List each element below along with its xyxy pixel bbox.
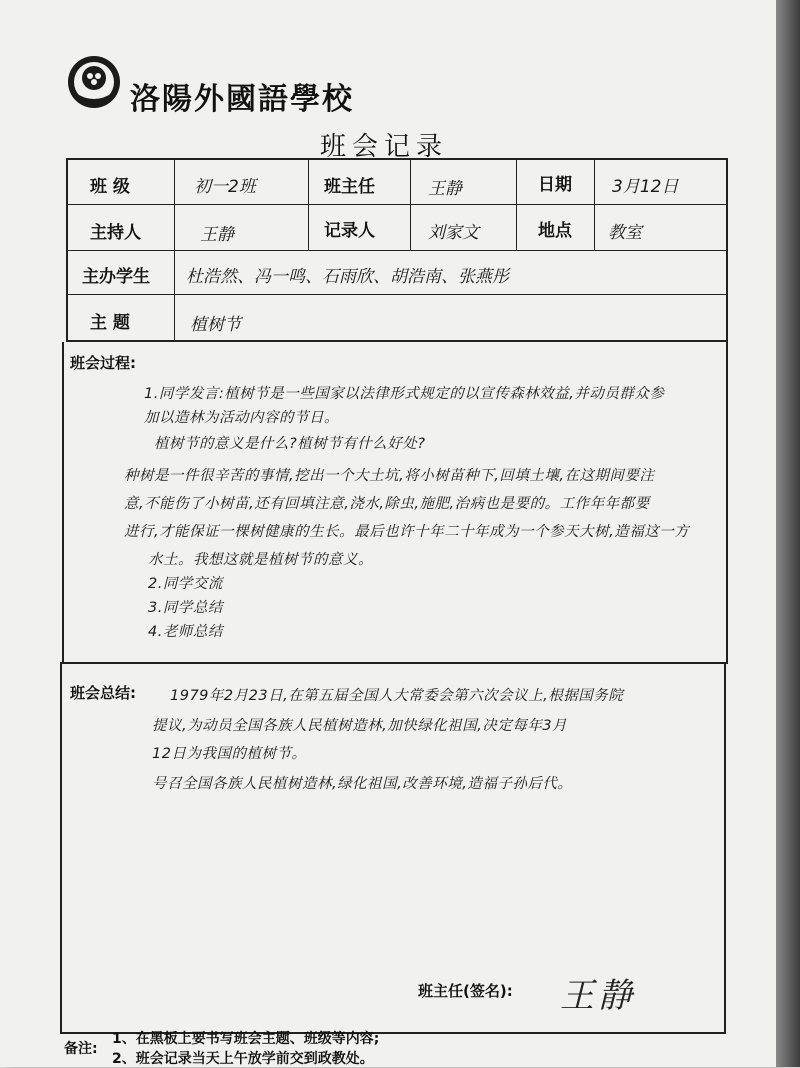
date-value: 3月12日	[612, 177, 679, 197]
summary-line: 号召全国各族人民植树造林,绿化祖国,改善环境,造福子孙后代。	[152, 776, 573, 792]
process-line: 水土。我想这就是植树节的意义。	[148, 552, 373, 568]
summary-line: 提议,为动员全国各族人民植树造林,加快绿化祖国,决定每年3月	[152, 718, 568, 734]
teacher-signature: 王静	[560, 976, 636, 1016]
host-label: 主持人	[90, 223, 141, 243]
date-label: 日期	[538, 175, 572, 195]
process-line: 种树是一件很辛苦的事情,挖出一个大土坑,将小树苗种下,回填土壤,在这期间要注	[124, 468, 655, 484]
school-logo-icon	[66, 54, 122, 110]
recorder-value: 刘家文	[428, 223, 479, 243]
process-line: 进行,才能保证一棵树健康的生长。最后也许十年二十年成为一个参天大树,造福这一方	[124, 524, 690, 540]
summary-line: 12日为我国的植树节。	[152, 746, 307, 762]
document-title: 班会记录	[320, 132, 449, 162]
info-table	[66, 158, 728, 342]
school-name: 洛陽外國語學校	[130, 82, 354, 117]
process-line: 2.同学交流	[148, 576, 223, 592]
class-value: 初一2班	[194, 177, 256, 197]
process-label: 班会过程:	[70, 354, 136, 372]
organizers-value: 杜浩然、冯一鸣、石雨欣、胡浩南、张燕彤	[186, 267, 509, 287]
note-item: 1、在黑板上要书写班会主题、班级等内容;	[112, 1031, 380, 1047]
process-line: 4.老师总结	[148, 624, 223, 640]
place-label: 地点	[538, 221, 572, 241]
process-line: 意,不能伤了小树苗,还有回填注意,浇水,除虫,施肥,治病也是要的。工作年年都要	[124, 496, 650, 512]
note-item: 2、班会记录当天上午放学前交到政教处。	[112, 1051, 374, 1067]
process-section	[62, 342, 728, 664]
summary-label: 班会总结:	[70, 684, 136, 702]
process-line: 植树节的意义是什么?植树节有什么好处?	[154, 436, 426, 452]
topic-label: 主 题	[90, 313, 130, 333]
process-line: 加以造林为活动内容的节日。	[144, 410, 339, 426]
recorder-label: 记录人	[324, 221, 375, 241]
background-edge	[776, 0, 800, 1067]
summary-line: 1979年2月23日,在第五届全国人大常委会第六次会议上,根据国务院	[170, 688, 624, 704]
organizers-label: 主办学生	[82, 267, 150, 287]
process-line: 3.同学总结	[148, 600, 223, 616]
teacher-value: 王静	[428, 179, 462, 199]
teacher-label: 班主任	[324, 177, 375, 197]
topic-value: 植树节	[190, 315, 241, 335]
process-line: 1.同学发言:植树节是一些国家以法律形式规定的以宣传森林效益,并动员群众参	[144, 386, 665, 402]
class-label: 班 级	[90, 177, 130, 197]
teacher-sign-label: 班主任(签名):	[418, 982, 513, 1000]
host-value: 王静	[200, 225, 234, 245]
place-value: 教室	[608, 223, 642, 243]
notes-label: 备注:	[64, 1041, 98, 1057]
